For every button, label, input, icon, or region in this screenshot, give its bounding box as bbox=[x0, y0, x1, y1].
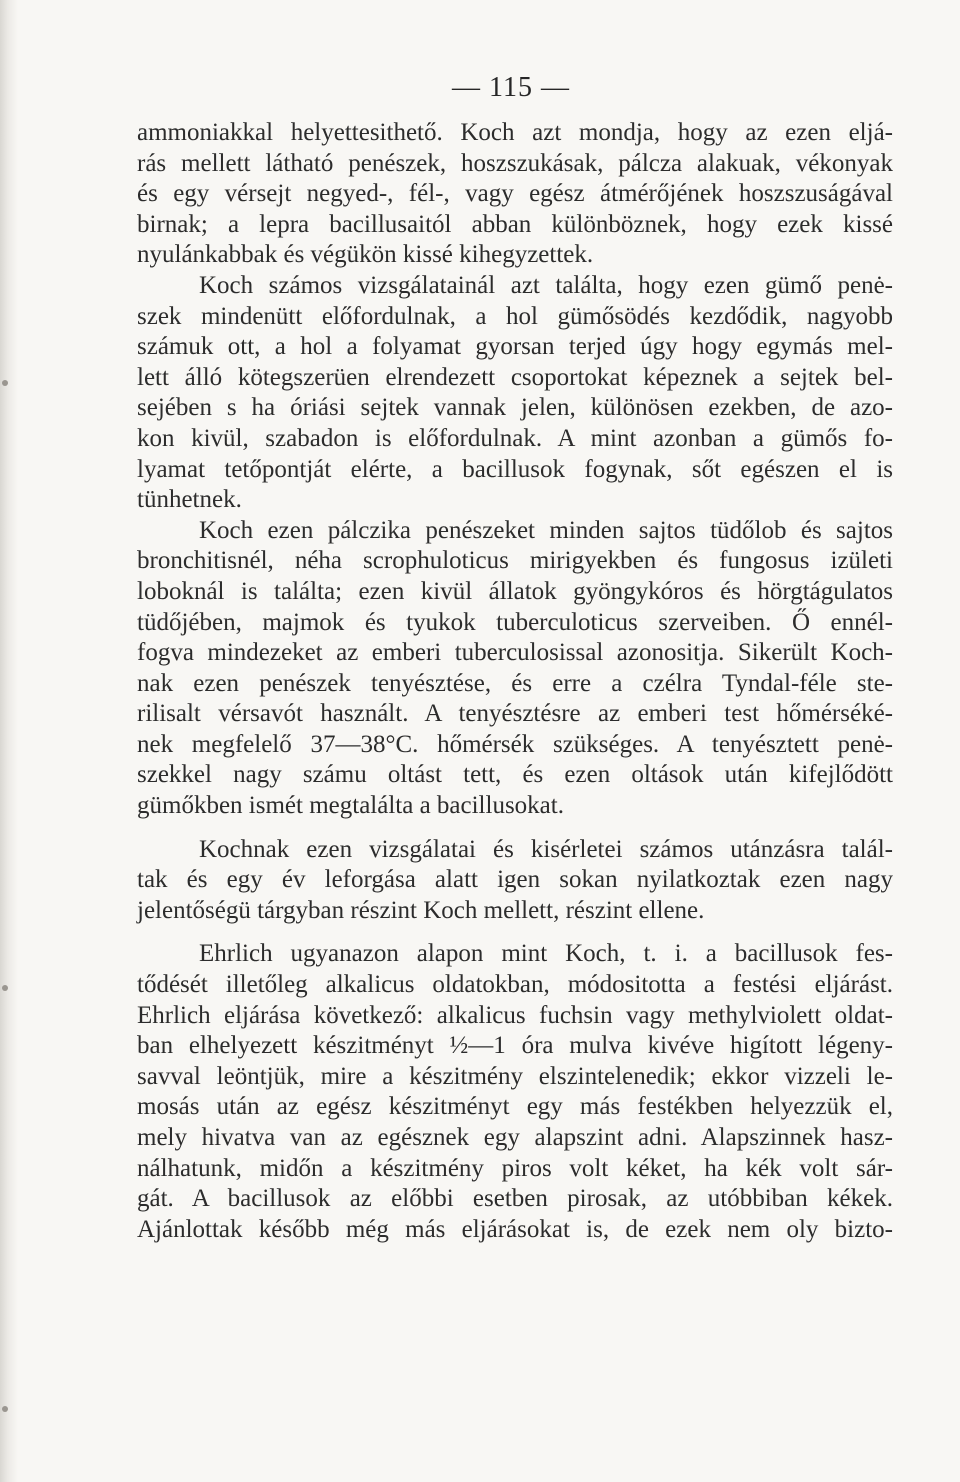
paragraph bbox=[137, 118, 893, 271]
paragraph-gap bbox=[137, 822, 893, 835]
text-line: nek megfelelő 37—38°C. hőmérsék szükséges. A tenyésztett penė- bbox=[137, 730, 893, 758]
text-line: ammoniakkal helyettesithető. Koch azt mondja, hogy az ezen eljá- bbox=[137, 119, 893, 146]
paragraph-gap bbox=[137, 926, 893, 939]
text-line: fogva mindezeket az emberi tuberculosissal azonositja. Sikerült Koch- bbox=[137, 639, 893, 667]
text-line: szek mindenütt előfordulnak, a hol gümősödés kezdődik, nagyobb bbox=[137, 302, 893, 330]
text-line: Ajánlottak később még más eljárásokat is, de ezek nem oly bizto- bbox=[137, 1215, 893, 1243]
text-line: savval leöntjük, mire a készitmény elszintelenedik; ekkor vizzeli le- bbox=[137, 1062, 893, 1090]
text-line: rás mellett látható penészek, hoszszukásak, pálcza alakuak, vékonyak bbox=[137, 149, 893, 177]
text-line: mosás után az egész készitményt egy más festékben helyezzük el, bbox=[137, 1093, 893, 1121]
text-line: Ehrlich ugyanazon alapon mint Koch, t. i. a bacillusok fes- bbox=[199, 940, 893, 968]
text-line: számuk ott, a hol a folyamat gyorsan terjed úgy hogy egymás mel- bbox=[137, 333, 893, 361]
page-edge-shadow bbox=[0, 0, 18, 1482]
paragraph bbox=[137, 271, 893, 516]
text-line: szekkel nagy számu oltást tett, és ezen oltások után kifejlődött bbox=[137, 761, 893, 789]
text-line: Ehrlich eljárása következő: alkalicus fuchsin vagy methylviolett oldat- bbox=[137, 1001, 893, 1029]
page-number: — 115 — bbox=[452, 72, 570, 103]
text-line: Koch számos vizsgálatainál azt találta, hogy ezen gümő penė- bbox=[199, 271, 893, 299]
text-line: nyulánkabbak és végükön kissé kihegyzettek. bbox=[137, 241, 594, 269]
text-line: bronchitisnél, néha scrophuloticus mirigyekben és fungosus izületi bbox=[137, 547, 893, 575]
text-line: nak ezen penészek tenyésztése, és erre a czélra Tyndal-féle ste- bbox=[137, 669, 893, 697]
text-line: jelentőségü tárgyban részint Koch mellett, részint ellene. bbox=[137, 896, 705, 924]
text-line: tüdőjében, majmok és tyukok tuberculoticus szerveiben. Ő ennél- bbox=[137, 608, 893, 636]
paragraph bbox=[137, 939, 893, 1245]
text-line: rilisalt vérsavót használt. A tenyésztésre az emberi test hőmérséké- bbox=[137, 700, 893, 728]
text-line: gát. A bacillusok az előbbi esetben pirosak, az utóbbiban kékek. bbox=[137, 1185, 893, 1213]
paragraph bbox=[137, 835, 893, 927]
text-line: lyamat tetőpontját elérte, a bacillusok fogynak, sőt egészen el is bbox=[137, 455, 893, 483]
body-text bbox=[137, 118, 893, 1245]
paragraph bbox=[137, 516, 893, 822]
margin-speck bbox=[2, 380, 8, 386]
text-line: nálhatunk, midőn a készitmény piros volt kéket, ha kék volt sár- bbox=[137, 1154, 893, 1182]
text-line: gümőkben ismét megtalálta a bacillusokat. bbox=[137, 792, 564, 820]
text-line: mely hivatva van az egésznek egy alapszint adni. Alapszinnek hasz- bbox=[137, 1124, 893, 1151]
text-line: Kochnak ezen vizsgálatai és kisérletei számos utánzásra talál- bbox=[199, 835, 893, 863]
text-line: tünhetnek. bbox=[137, 486, 242, 514]
text-line: és egy vérsejt negyed-, fél-, vagy egész átmérőjének hoszszuságával bbox=[137, 180, 893, 208]
text-line: birnak; a lepra bacillusaitól abban különböznek, hogy ezek kissé bbox=[137, 210, 893, 238]
text-line: tődését illetőleg alkalicus oldatokban, módositotta a festési eljárást. bbox=[137, 971, 893, 999]
text-line: sejében s ha óriási sejtek vannak jelen, különösen ezekben, de azo- bbox=[137, 394, 893, 422]
text-line: loboknál is találta; ezen kivül állatok gyöngykóros és hörgtágulatos bbox=[137, 577, 893, 605]
text-line: Koch ezen pálczika penészeket minden sajtos tüdőlob és sajtos bbox=[199, 516, 893, 544]
margin-speck bbox=[2, 1406, 8, 1412]
text-line: lett álló kötegszerüen elrendezett csoportokat képeznek a sejtek bel- bbox=[137, 363, 893, 391]
margin-speck bbox=[2, 985, 8, 991]
text-line: kon kivül, szabadon is előfordulnak. A mint azonban a gümős fo- bbox=[137, 424, 893, 452]
text-line: tak és egy év leforgása alatt igen sokan nyilatkoztak ezen nagy bbox=[137, 866, 893, 894]
text-line: ban elhelyezett készitményt ½—1 óra mulva kivéve higított légeny- bbox=[137, 1032, 893, 1060]
